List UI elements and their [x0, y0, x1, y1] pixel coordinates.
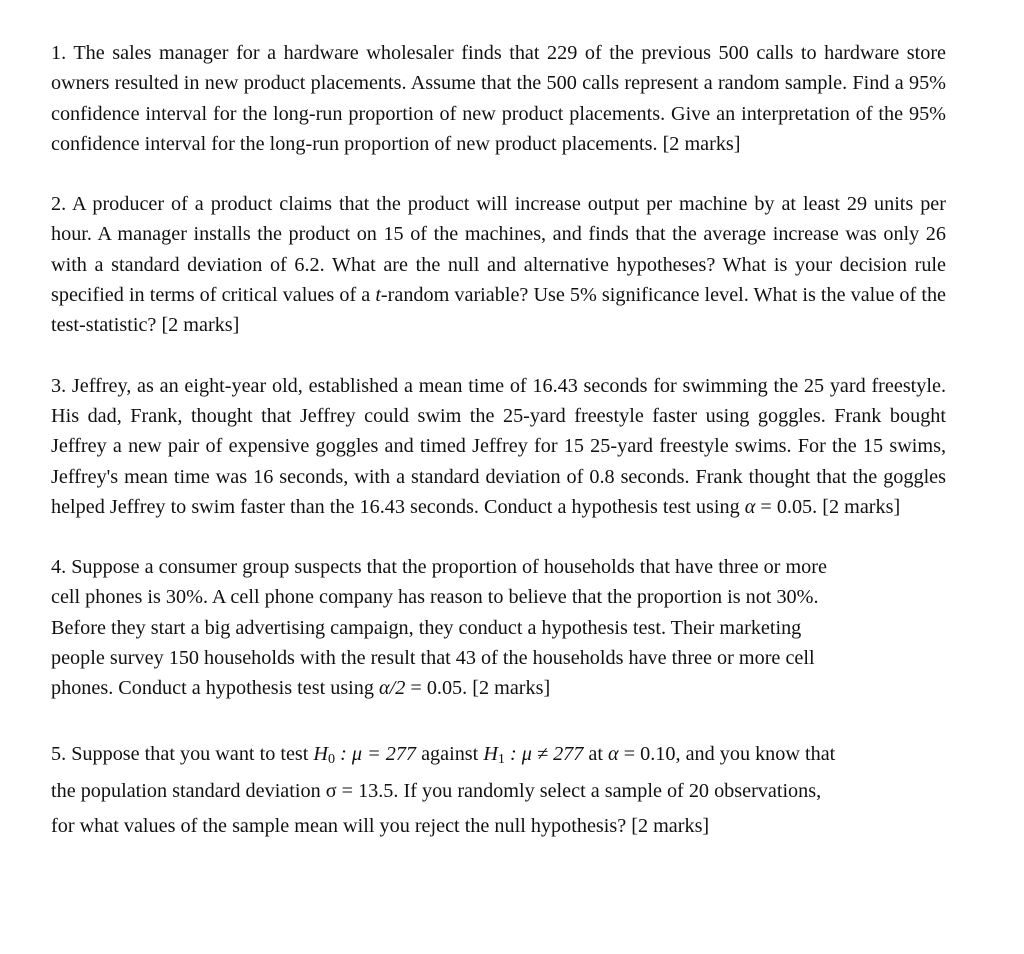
question-4-math-alpha-half: α/2 [379, 677, 406, 700]
question-4-line: 4. Suppose a consumer group suspects that the proportion of households that have three or more [51, 556, 827, 579]
question-4-text-after: . [2 marks] [462, 677, 551, 700]
question-5-line-1 [51, 737, 946, 774]
question-4-line: people survey 150 households with the result that 43 of the households have three or more cell [51, 647, 815, 670]
question-3-math-alpha: α [744, 495, 756, 518]
question-5-alpha: α [608, 742, 619, 765]
question-5-line1-before: 5. Suppose that you want to test [51, 742, 314, 765]
question-3-text-before: 3. Jeffrey, as an eight-year old, established a mean time of 16.43 seconds for swimming the 25 yard freestyle. His dad, Frank, thought that Jeffrey could swim the 25-yard freestyle faster using goggles. Frank bought Jeffrey a new pair of expensive goggles and timed Jeffrey for 15 25-yard freestyle swims. For the 15 swims, Jeffrey's mean time was 16 seconds, with a standard deviation of 0.8 seconds. Frank thought that the goggles helped Jeffrey to swim faster than the 16.43 seconds. Conduct a hypothesis test using [51, 374, 946, 518]
question-2 [51, 189, 946, 340]
question-2-math-t: t [375, 284, 381, 307]
question-2-text-before: 2. A producer of a product claims that the product will increase output per machine by at least 29 units per hour. A manager installs the product on 15 of the machines, and finds that the average increase was only 26 with a standard deviation of 6.2. What are the null and alternative hypotheses? What is your decision rule specified in terms of critical values of a [51, 193, 946, 307]
question-4 [51, 552, 946, 703]
question-5-line-3: for what values of the sample mean will you reject the null hypothesis? [2 marks] [51, 814, 710, 837]
question-4-last-line [51, 673, 946, 703]
question-5-h1: H [483, 742, 498, 765]
question-5-middle: against [416, 742, 484, 765]
question-5-line-2: the population standard deviation σ = 13.5. If you randomly select a sample of 20 observations, [51, 779, 822, 802]
question-5 [51, 737, 946, 844]
question-5-h1-sub: 1 [497, 751, 505, 768]
question-5-h1-rest: : μ ≠ 277 [504, 742, 584, 765]
question-5-at: at [583, 742, 609, 765]
question-2-text-after: -random variable? Use 5% significance level. What is the value of the test-statistic? [2 marks] [51, 284, 946, 337]
question-5-line1-after: , and you know that [675, 742, 836, 765]
question-3 [51, 371, 946, 522]
question-5-h0: H [313, 742, 329, 765]
question-4-last-before: phones. Conduct a hypothesis test using [51, 677, 380, 700]
question-5-h0-sub: 0 [328, 751, 336, 768]
question-1 [51, 38, 946, 159]
question-4-math-value: = 0.05 [405, 677, 463, 700]
question-5-alpha-value: = 0.10 [618, 742, 676, 765]
question-3-math-value: = 0.05 [755, 495, 813, 518]
question-5-h0-rest: : μ = 277 [335, 742, 417, 765]
question-4-line: Before they start a big advertising campaign, they conduct a hypothesis test. Their marketing [51, 616, 802, 639]
question-3-text-after: . [2 marks] [812, 495, 901, 518]
question-4-line: cell phones is 30%. A cell phone company has reason to believe that the proportion is not 30%. [51, 586, 819, 609]
question-1-text: 1. The sales manager for a hardware wholesaler finds that 229 of the previous 500 calls to hardware store owners resulted in new product placements. Assume that the 500 calls represent a random sample. Find a 95% confidence interval for the long-run proportion of new product placements. Give an interpretation of the 95% confidence interval for the long-run proportion of new product placements. [2 marks] [51, 42, 946, 155]
question-sheet [51, 38, 946, 844]
